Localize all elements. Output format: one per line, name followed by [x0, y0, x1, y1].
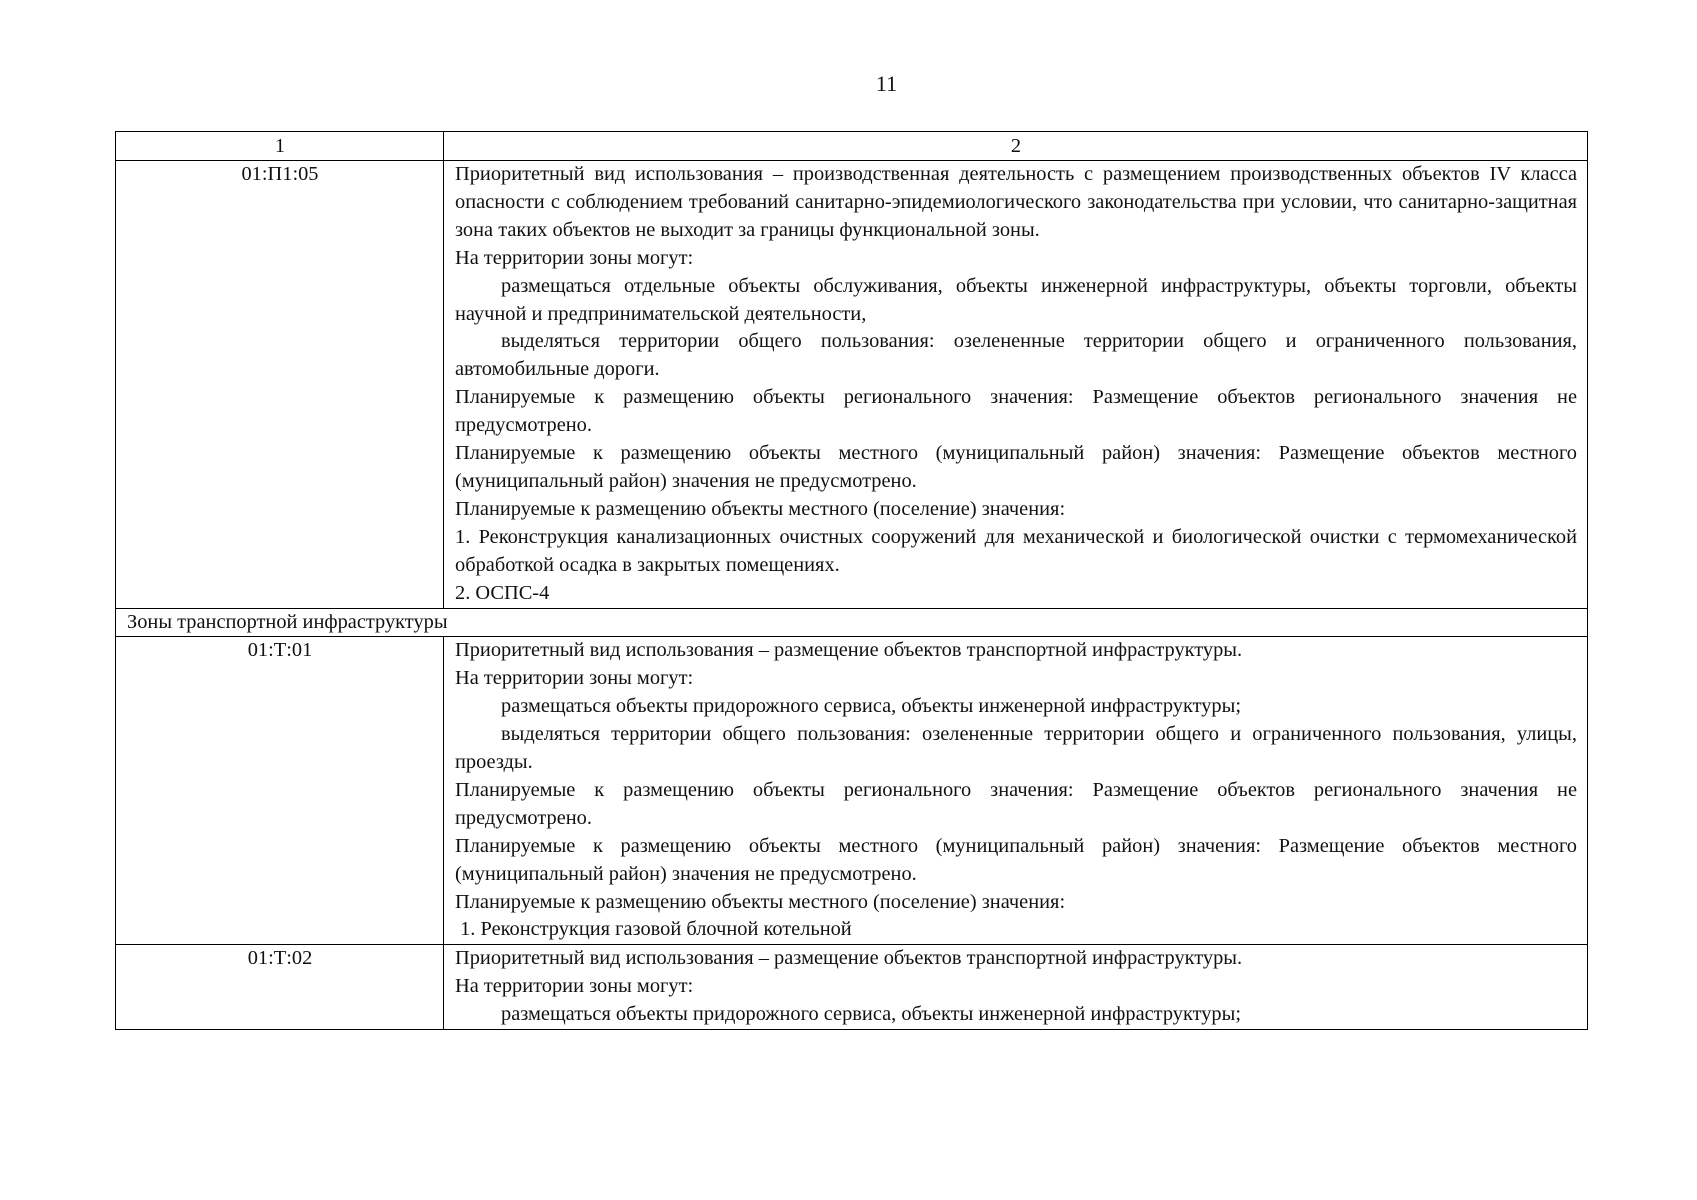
paragraph: Планируемые к размещению объекты регионального значения: Размещение объектов регионального значения не предусмотрено.	[455, 778, 1577, 829]
paragraph: На территории зоны могут:	[455, 975, 694, 998]
paragraph: 1. Реконструкция канализационных очистных сооружений для механической и биологической очистки с термомеханической обработкой осадка в закрытых помещениях.	[455, 525, 1577, 576]
table-row	[116, 637, 1588, 945]
paragraph: Планируемые к размещению объекты местного (поселение) значения:	[455, 890, 1066, 913]
column-header-2: 2	[444, 132, 1588, 161]
paragraph: размещаться отдельные объекты обслуживания, объекты инженерной инфраструктуры, объекты торговли, объекты научной и предпринимательской деятельности,	[455, 274, 1577, 325]
page-number: 11	[875, 71, 898, 96]
paragraph: размещаться объекты придорожного сервиса, объекты инженерной инфраструктуры;	[501, 695, 1241, 718]
table-header-row	[116, 132, 1588, 161]
column-header-1: 1	[116, 132, 444, 161]
zone-description	[444, 945, 1588, 1030]
zone-description	[444, 637, 1588, 945]
section-title: Зоны транспортной инфраструктуры	[116, 608, 1588, 637]
zone-code: 01:П1:05	[116, 161, 444, 609]
section-row	[116, 608, 1588, 637]
table-row	[116, 945, 1588, 1030]
zones-table	[115, 131, 1588, 1030]
paragraph: Приоритетный вид использования – размещение объектов транспортной инфраструктуры.	[455, 947, 1243, 970]
paragraph: Планируемые к размещению объекты регионального значения: Размещение объектов регионального значения не предусмотрено.	[455, 386, 1577, 437]
paragraph: На территории зоны могут:	[455, 246, 694, 269]
zone-code: 01:Т:02	[116, 945, 444, 1030]
paragraph: Приоритетный вид использования – производственная деятельность с размещением производственных объектов IV класса опасности с соблюдением требований санитарно-эпидемиологического законодательства при условии, что санитарно-защитная зона таких объектов не выходит за границы функциональной зоны.	[455, 163, 1577, 241]
paragraph: размещаться объекты придорожного сервиса, объекты инженерной инфраструктуры;	[501, 1003, 1241, 1026]
paragraph: выделяться территории общего пользования: озелененные территории общего и ограниченного пользования, улицы, проезды.	[455, 723, 1577, 774]
table-row	[116, 161, 1588, 609]
paragraph: 1. Реконструкция газовой блочной котельной	[455, 918, 852, 941]
zone-code: 01:Т:01	[116, 637, 444, 945]
paragraph: Планируемые к размещению объекты местного (поселение) значения:	[455, 497, 1066, 520]
paragraph: Планируемые к размещению объекты местного (муниципальный район) значения: Размещение объектов местного (муниципальный район) значения не предусмотрено.	[455, 442, 1577, 492]
paragraph: Планируемые к размещению объекты местного (муниципальный район) значения: Размещение объектов местного (муниципальный район) значения не предусмотрено.	[455, 834, 1577, 885]
zone-description	[444, 161, 1588, 609]
paragraph: 2. ОСПС-4	[455, 581, 550, 604]
paragraph: выделяться территории общего пользования: озелененные территории общего и ограниченного пользования, автомобильные дороги.	[455, 330, 1577, 381]
paragraph: На территории зоны могут:	[455, 667, 694, 690]
paragraph: Приоритетный вид использования – размещение объектов транспортной инфраструктуры.	[455, 639, 1243, 662]
